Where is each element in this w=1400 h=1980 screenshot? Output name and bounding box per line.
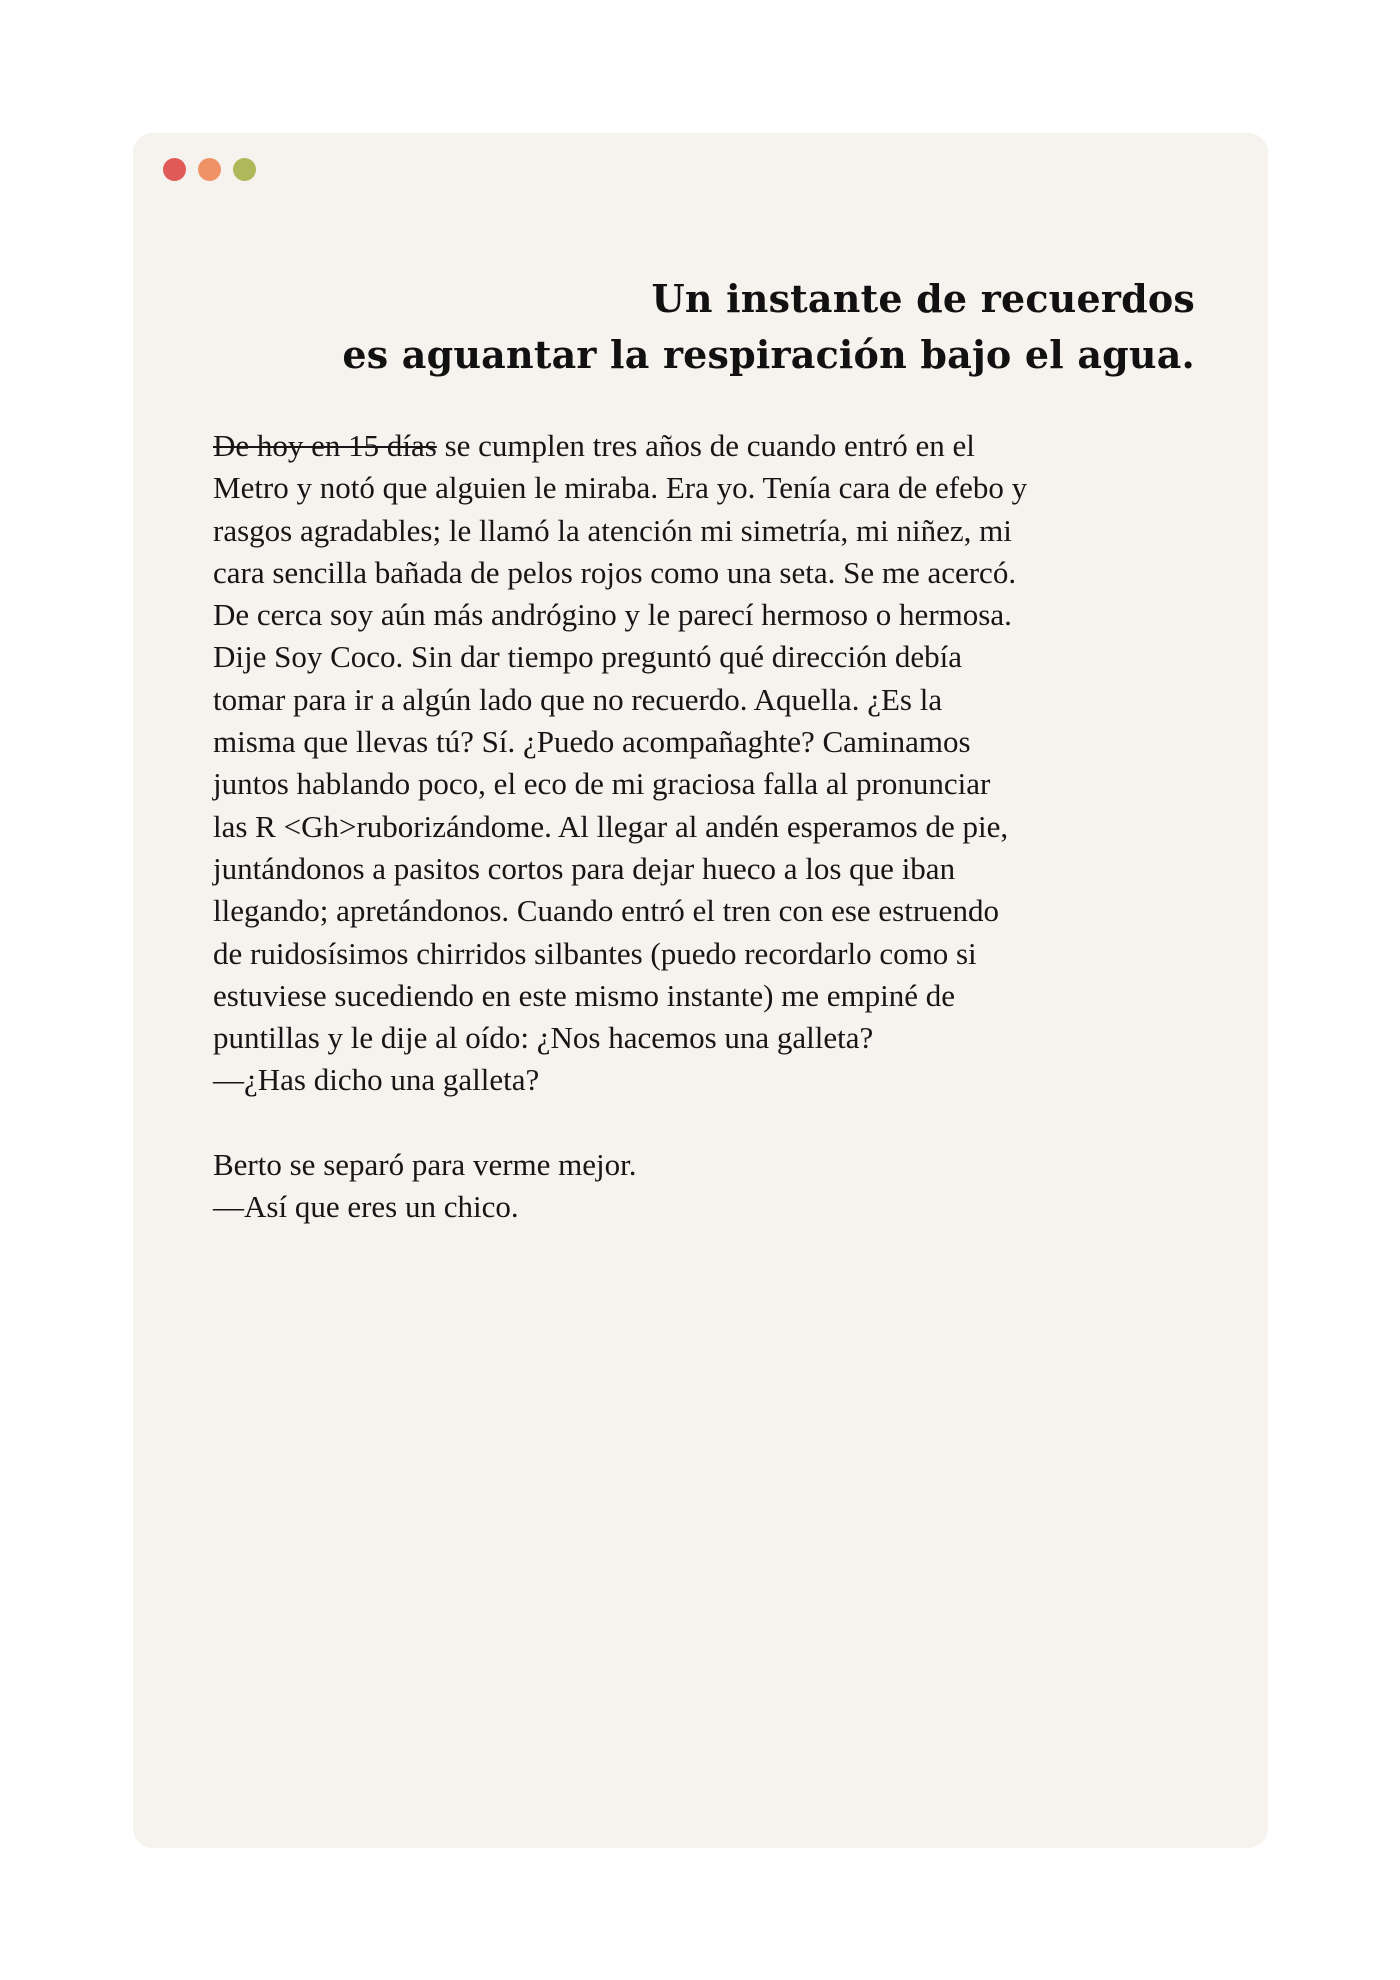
paragraph-1-line: misma que llevas tú? Sí. ¿Puedo acompañaghte? Caminamos xyxy=(213,724,971,760)
close-dot-icon[interactable] xyxy=(163,158,186,181)
paragraph-1-line: juntos hablando poco, el eco de mi graciosa falla al pronunciar xyxy=(213,766,991,802)
paragraph-1 xyxy=(213,425,1213,1102)
title-line-1: Un instante de recuerdos xyxy=(651,276,1195,321)
minimize-dot-icon[interactable] xyxy=(198,158,221,181)
paragraph-1-line: juntándonos a pasitos cortos para dejar hueco a los que iban xyxy=(213,850,956,886)
dialogue-line: —Así que eres un chico. xyxy=(213,1189,519,1225)
paragraph-1-line: las R <Gh>ruborizándome. Al llegar al andén esperamos de pie, xyxy=(213,808,1009,844)
paragraph-1-line: rasgos agradables; le llamó la atención mi simetría, mi niñez, mi xyxy=(213,512,1012,548)
document-body xyxy=(213,425,1213,1229)
document-window xyxy=(133,133,1268,1848)
line-text: se cumplen tres años de cuando entró en el xyxy=(436,428,975,463)
dialogue-line: —¿Has dicho una galleta? xyxy=(213,1062,540,1098)
paragraph-1-line: puntillas y le dije al oído: ¿Nos hacemos una galleta? xyxy=(213,1020,874,1056)
paragraph-1-line: de ruidosísimos chirridos silbantes (puedo recordarlo como si xyxy=(213,935,977,971)
paragraph-1-line: llegando; apretándonos. Cuando entró el tren con ese estruendo xyxy=(213,893,999,929)
paragraph-1-line: estuviese sucediendo en este mismo instante) me empiné de xyxy=(213,977,956,1013)
paragraph-1-line: De cerca soy aún más andrógino y le parecí hermoso o hermosa. xyxy=(213,597,1012,633)
title-line-2: es aguantar la respiración bajo el agua. xyxy=(342,332,1195,377)
paragraph-2 xyxy=(213,1144,1213,1229)
paragraph-1-line: Metro y notó que alguien le miraba. Era yo. Tenía cara de efebo y xyxy=(213,470,1028,506)
paragraph-1-line: tomar para ir a algún lado que no recuerdo. Aquella. ¿Es la xyxy=(213,681,943,717)
document-title xyxy=(342,271,1195,383)
paragraph-1-line xyxy=(213,425,1213,467)
paragraph-2-line: Berto se separó para verme mejor. xyxy=(213,1147,637,1183)
paragraph-1-line: cara sencilla bañada de pelos rojos como una seta. Se me acercó. xyxy=(213,554,1017,590)
window-controls xyxy=(163,158,256,181)
struck-text: De hoy en 15 días xyxy=(213,428,437,463)
maximize-dot-icon[interactable] xyxy=(233,158,256,181)
paragraph-1-line: Dije Soy Coco. Sin dar tiempo preguntó qué dirección debía xyxy=(213,639,962,675)
